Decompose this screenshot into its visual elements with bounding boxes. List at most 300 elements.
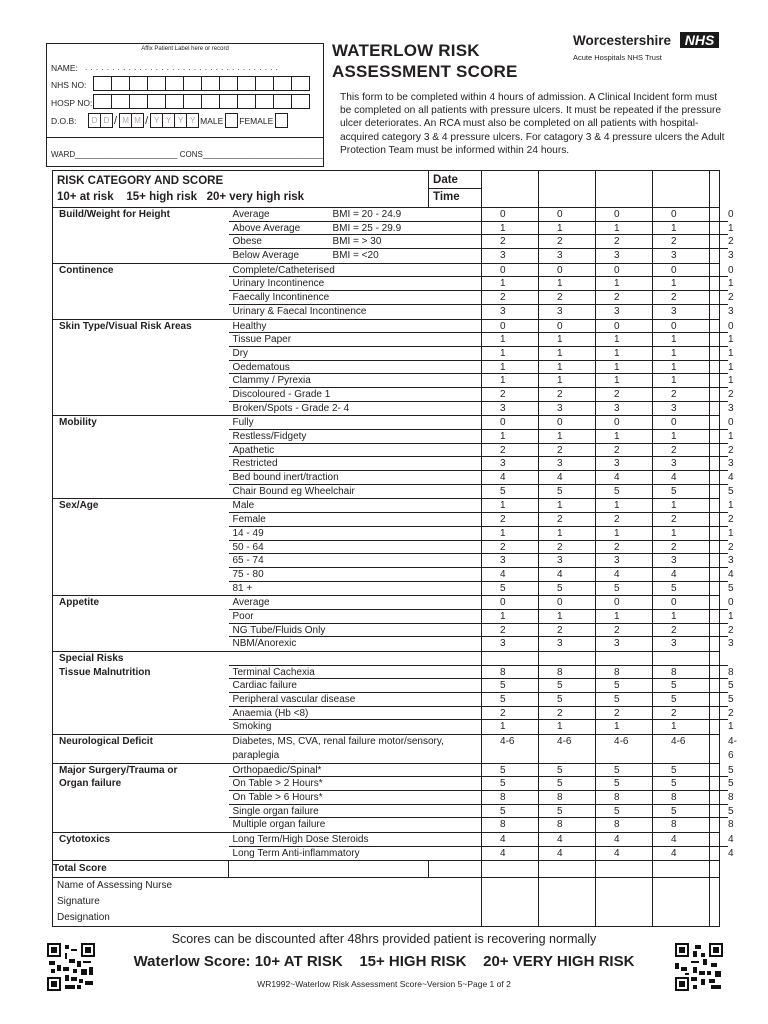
score-value[interactable]: 1 <box>596 499 652 513</box>
score-value[interactable]: 4 <box>671 847 677 859</box>
score-value[interactable]: 5 <box>710 679 728 693</box>
score-value[interactable]: 1 <box>539 222 595 236</box>
score-column-4[interactable] <box>653 416 710 499</box>
score-value[interactable]: 1 <box>596 610 652 624</box>
date-column-1[interactable] <box>482 171 539 208</box>
score-value[interactable]: 1 <box>596 222 652 236</box>
score-value[interactable]: 4 <box>710 471 728 485</box>
score-value[interactable]: 3 <box>614 638 620 650</box>
score-value[interactable]: 5 <box>710 805 728 819</box>
score-value[interactable]: 1 <box>653 222 709 236</box>
score-value[interactable]: 2 <box>482 444 538 458</box>
score-value[interactable]: 0 <box>710 596 728 610</box>
score-value[interactable]: 1 <box>710 374 728 388</box>
score-value[interactable]: 5 <box>500 485 506 497</box>
score-value[interactable]: 2 <box>482 235 538 249</box>
score-value[interactable]: 4-6 <box>614 736 629 748</box>
score-value[interactable]: 2 <box>482 541 538 555</box>
name-field[interactable]: . . . . . . . . . . . . . . . . . . . . . . . . . . . . . . . . . . . . <box>85 63 279 72</box>
score-value[interactable]: 0 <box>710 320 728 334</box>
score-value[interactable]: 5 <box>614 582 620 594</box>
score-value[interactable]: 1 <box>596 527 652 541</box>
score-value[interactable]: 2 <box>653 235 709 249</box>
score-value[interactable]: 0 <box>653 208 709 222</box>
score-value[interactable]: 1 <box>482 527 538 541</box>
score-value[interactable]: 3 <box>671 305 677 317</box>
score-value[interactable]: 1 <box>482 277 538 291</box>
score-value[interactable]: 1 <box>482 374 538 388</box>
score-column-1[interactable] <box>482 652 539 735</box>
score-column-3[interactable] <box>596 652 653 735</box>
score-value[interactable]: 3 <box>596 457 652 471</box>
score-value[interactable]: 1 <box>500 721 506 733</box>
score-value[interactable]: 5 <box>653 679 709 693</box>
score-value[interactable]: 5 <box>539 805 595 819</box>
score-value[interactable]: 1 <box>596 374 652 388</box>
score-value[interactable]: 1 <box>539 361 595 375</box>
score-value[interactable]: 1 <box>482 610 538 624</box>
score-value[interactable]: 4 <box>653 471 709 485</box>
score-value[interactable]: 2 <box>653 444 709 458</box>
nhs-no-boxes[interactable] <box>93 76 309 91</box>
score-value[interactable]: 4 <box>710 833 728 847</box>
score-value[interactable]: 1 <box>482 222 538 236</box>
score-value[interactable]: 2 <box>653 624 709 638</box>
score-value[interactable]: 5 <box>539 693 595 707</box>
score-column-3[interactable] <box>596 763 653 832</box>
score-value[interactable]: 2 <box>710 707 728 721</box>
score-column-1[interactable] <box>482 416 539 499</box>
dob-field[interactable]: D D / M M / Y Y Y Y MALE FEMALE <box>88 113 287 128</box>
score-column-4[interactable] <box>653 763 710 832</box>
score-value[interactable]: 3 <box>557 638 563 650</box>
score-value[interactable]: 0 <box>653 596 709 610</box>
score-value[interactable]: 1 <box>728 721 734 733</box>
score-value[interactable]: 1 <box>653 430 709 444</box>
score-value[interactable]: 0 <box>539 416 595 430</box>
score-value[interactable]: 2 <box>653 388 709 402</box>
score-value[interactable]: 5 <box>596 764 652 778</box>
score-value[interactable]: 8 <box>653 791 709 805</box>
score-value[interactable]: 1 <box>710 222 728 236</box>
score-column-2[interactable] <box>539 319 596 416</box>
score-value[interactable] <box>482 652 538 666</box>
score-value[interactable]: 5 <box>653 777 709 791</box>
score-value[interactable]: 8 <box>710 666 728 680</box>
score-value[interactable]: 2 <box>710 444 728 458</box>
score-value[interactable]: 4 <box>539 568 595 582</box>
score-value[interactable]: 1 <box>539 527 595 541</box>
score-value[interactable]: 8 <box>482 666 538 680</box>
score-column-5[interactable] <box>710 319 734 416</box>
score-value[interactable]: 1 <box>539 347 595 361</box>
score-value[interactable]: 8 <box>557 819 563 831</box>
score-value[interactable]: 5 <box>596 693 652 707</box>
score-column-4[interactable] <box>653 596 710 652</box>
score-column-2[interactable] <box>539 596 596 652</box>
score-value[interactable]: 0 <box>596 264 652 278</box>
score-value[interactable]: 3 <box>500 250 506 262</box>
score-value[interactable]: 0 <box>710 264 728 278</box>
score-value[interactable]: 3 <box>596 554 652 568</box>
score-value[interactable]: 2 <box>539 444 595 458</box>
assessor-cell[interactable] <box>710 878 720 927</box>
score-value[interactable]: 2 <box>596 624 652 638</box>
score-value[interactable]: 1 <box>710 277 728 291</box>
date-column-5[interactable] <box>710 171 720 208</box>
score-column-1[interactable] <box>482 263 539 319</box>
score-value[interactable]: 3 <box>728 305 734 317</box>
score-value[interactable]: 5 <box>539 679 595 693</box>
score-value[interactable]: 5 <box>482 805 538 819</box>
score-column-2[interactable] <box>539 263 596 319</box>
score-value[interactable]: 1 <box>539 333 595 347</box>
score-column-3[interactable] <box>596 735 653 763</box>
score-column-4[interactable] <box>653 735 710 763</box>
score-value[interactable]: 2 <box>596 541 652 555</box>
score-value[interactable]: 5 <box>728 582 734 594</box>
score-column-1[interactable] <box>482 319 539 416</box>
score-column-1[interactable] <box>482 499 539 596</box>
score-value[interactable]: 3 <box>671 250 677 262</box>
assessor-cell[interactable] <box>482 878 539 927</box>
date-column-4[interactable] <box>653 171 710 208</box>
score-value[interactable]: 2 <box>710 624 728 638</box>
total-score-cell[interactable] <box>653 861 710 878</box>
score-value[interactable]: 8 <box>596 666 652 680</box>
score-value[interactable]: 1 <box>482 499 538 513</box>
score-value[interactable]: 3 <box>614 402 620 414</box>
score-value[interactable]: 1 <box>653 499 709 513</box>
score-value[interactable]: 5 <box>557 582 563 594</box>
score-value[interactable]: 2 <box>653 513 709 527</box>
score-value[interactable]: 3 <box>614 250 620 262</box>
score-value[interactable]: 8 <box>539 791 595 805</box>
score-value[interactable]: 3 <box>500 638 506 650</box>
score-value[interactable]: 2 <box>539 291 595 305</box>
score-value[interactable]: 2 <box>653 707 709 721</box>
assessor-cell[interactable] <box>653 878 710 927</box>
score-value[interactable]: 3 <box>671 402 677 414</box>
score-value[interactable]: 2 <box>653 541 709 555</box>
score-value[interactable]: 1 <box>653 277 709 291</box>
score-value[interactable]: 4 <box>539 471 595 485</box>
score-column-3[interactable] <box>596 499 653 596</box>
score-column-4[interactable] <box>653 652 710 735</box>
score-column-2[interactable] <box>539 735 596 763</box>
score-value[interactable]: 5 <box>596 777 652 791</box>
score-value[interactable]: 0 <box>482 208 538 222</box>
score-column-5[interactable] <box>710 263 734 319</box>
score-value[interactable]: 1 <box>710 347 728 361</box>
score-value[interactable]: 2 <box>482 388 538 402</box>
score-column-5[interactable] <box>710 652 734 735</box>
score-value[interactable]: 4 <box>614 847 620 859</box>
score-value[interactable]: 5 <box>482 693 538 707</box>
score-value[interactable]: 0 <box>539 264 595 278</box>
score-value[interactable]: 4 <box>596 833 652 847</box>
score-value[interactable]: 4-6 <box>557 736 572 748</box>
total-score-cell[interactable] <box>710 861 720 878</box>
score-column-1[interactable] <box>482 832 539 860</box>
score-value[interactable]: 2 <box>653 291 709 305</box>
score-value[interactable]: 5 <box>653 693 709 707</box>
score-value[interactable]: 2 <box>596 291 652 305</box>
score-column-1[interactable] <box>482 596 539 652</box>
score-value[interactable] <box>596 652 652 666</box>
score-value[interactable]: 4 <box>482 568 538 582</box>
score-column-3[interactable] <box>596 208 653 264</box>
score-value[interactable]: 4 <box>482 833 538 847</box>
score-value[interactable]: 1 <box>653 347 709 361</box>
score-column-5[interactable] <box>710 763 734 832</box>
score-value[interactable]: 8 <box>728 819 734 831</box>
score-column-5[interactable] <box>710 735 737 763</box>
score-value[interactable]: 3 <box>653 457 709 471</box>
score-value[interactable]: 1 <box>539 499 595 513</box>
score-value[interactable]: 2 <box>710 388 728 402</box>
score-value[interactable]: 0 <box>482 264 538 278</box>
score-value[interactable]: 3 <box>653 554 709 568</box>
score-value[interactable]: 5 <box>710 764 728 778</box>
score-value[interactable]: 4 <box>653 833 709 847</box>
score-value[interactable]: 3 <box>557 402 563 414</box>
score-value[interactable]: 0 <box>710 416 728 430</box>
score-value[interactable]: 5 <box>539 764 595 778</box>
score-value[interactable]: 4 <box>500 847 506 859</box>
score-value[interactable]: 2 <box>539 541 595 555</box>
score-value[interactable]: 1 <box>710 527 728 541</box>
score-value[interactable]: 2 <box>482 707 538 721</box>
score-value[interactable]: 1 <box>539 430 595 444</box>
score-value[interactable]: 0 <box>710 208 728 222</box>
assessor-cell[interactable] <box>596 878 653 927</box>
score-value[interactable]: 4 <box>482 471 538 485</box>
score-value[interactable]: 1 <box>596 277 652 291</box>
score-column-2[interactable] <box>539 416 596 499</box>
score-value[interactable]: 1 <box>482 333 538 347</box>
score-value[interactable]: 3 <box>671 638 677 650</box>
score-column-2[interactable] <box>539 832 596 860</box>
score-column-2[interactable] <box>539 763 596 832</box>
score-value[interactable]: 5 <box>482 679 538 693</box>
score-value[interactable]: 1 <box>653 333 709 347</box>
score-value[interactable]: 2 <box>539 235 595 249</box>
score-value[interactable]: 2 <box>539 388 595 402</box>
score-value[interactable]: 5 <box>539 777 595 791</box>
score-value[interactable]: 3 <box>482 457 538 471</box>
score-value[interactable]: 1 <box>596 361 652 375</box>
score-value[interactable]: 2 <box>596 235 652 249</box>
score-value[interactable]: 1 <box>710 499 728 513</box>
score-column-5[interactable] <box>710 499 734 596</box>
score-column-4[interactable] <box>653 832 710 860</box>
score-value[interactable]: 5 <box>596 679 652 693</box>
score-value[interactable]: 1 <box>482 361 538 375</box>
score-value[interactable]: 1 <box>539 277 595 291</box>
score-value[interactable]: 3 <box>557 250 563 262</box>
score-value[interactable]: 0 <box>653 264 709 278</box>
total-score-cell[interactable] <box>482 861 539 878</box>
score-value[interactable]: 0 <box>539 320 595 334</box>
score-value[interactable]: 5 <box>557 485 563 497</box>
score-value[interactable]: 3 <box>500 305 506 317</box>
score-value[interactable]: 1 <box>653 374 709 388</box>
score-value[interactable]: 8 <box>671 819 677 831</box>
score-value[interactable]: 3 <box>728 638 734 650</box>
score-column-5[interactable] <box>710 832 734 860</box>
score-value[interactable]: 2 <box>482 624 538 638</box>
score-value[interactable]: 0 <box>653 320 709 334</box>
score-value[interactable] <box>539 652 595 666</box>
score-value[interactable]: 1 <box>671 721 677 733</box>
score-value[interactable]: 1 <box>710 333 728 347</box>
score-value[interactable]: 1 <box>653 610 709 624</box>
score-value[interactable]: 2 <box>482 291 538 305</box>
score-column-1[interactable] <box>482 735 539 763</box>
score-value[interactable] <box>710 652 728 666</box>
score-value[interactable]: 3 <box>539 457 595 471</box>
score-value[interactable]: 4-6 <box>671 736 686 748</box>
male-checkbox[interactable] <box>225 113 238 128</box>
score-value[interactable]: 1 <box>710 361 728 375</box>
score-value[interactable]: 4-6 <box>500 736 515 748</box>
score-value[interactable]: 5 <box>728 485 734 497</box>
score-value[interactable]: 5 <box>653 805 709 819</box>
score-value[interactable]: 5 <box>500 582 506 594</box>
score-column-3[interactable] <box>596 596 653 652</box>
score-value[interactable]: 5 <box>671 485 677 497</box>
date-column-3[interactable] <box>596 171 653 208</box>
score-value[interactable]: 5 <box>671 582 677 594</box>
score-value[interactable]: 4 <box>596 471 652 485</box>
score-value[interactable]: 4 <box>557 847 563 859</box>
score-value[interactable]: 1 <box>614 721 620 733</box>
score-value[interactable]: 1 <box>653 361 709 375</box>
score-value[interactable]: 2 <box>710 541 728 555</box>
score-column-4[interactable] <box>653 263 710 319</box>
score-value[interactable]: 8 <box>482 791 538 805</box>
total-score-cell[interactable] <box>596 861 653 878</box>
female-checkbox[interactable] <box>275 113 288 128</box>
score-value[interactable]: 2 <box>596 388 652 402</box>
score-column-2[interactable] <box>539 208 596 264</box>
date-column-2[interactable] <box>539 171 596 208</box>
score-column-5[interactable] <box>710 208 734 264</box>
score-value[interactable]: 1 <box>596 333 652 347</box>
score-column-3[interactable] <box>596 319 653 416</box>
score-column-4[interactable] <box>653 499 710 596</box>
score-value[interactable]: 3 <box>539 554 595 568</box>
score-value[interactable]: 5 <box>710 693 728 707</box>
score-value[interactable]: 8 <box>653 666 709 680</box>
score-value[interactable]: 0 <box>596 320 652 334</box>
score-column-2[interactable] <box>539 499 596 596</box>
score-value[interactable]: 5 <box>596 805 652 819</box>
score-value[interactable]: 4 <box>653 568 709 582</box>
score-value[interactable]: 0 <box>482 596 538 610</box>
score-column-2[interactable] <box>539 652 596 735</box>
score-column-3[interactable] <box>596 832 653 860</box>
score-value[interactable]: 5 <box>482 777 538 791</box>
score-value[interactable]: 1 <box>596 347 652 361</box>
score-value[interactable]: 0 <box>596 416 652 430</box>
score-value[interactable]: 2 <box>710 235 728 249</box>
score-column-3[interactable] <box>596 263 653 319</box>
score-value[interactable]: 1 <box>710 430 728 444</box>
score-value[interactable]: 0 <box>482 416 538 430</box>
total-score-cell[interactable] <box>539 861 596 878</box>
score-value[interactable]: 1 <box>482 347 538 361</box>
score-value[interactable]: 2 <box>596 513 652 527</box>
score-column-1[interactable] <box>482 208 539 264</box>
score-column-3[interactable] <box>596 416 653 499</box>
score-value[interactable]: 2 <box>596 707 652 721</box>
score-value[interactable]: 5 <box>482 764 538 778</box>
score-value[interactable]: 8 <box>614 819 620 831</box>
score-value[interactable]: 2 <box>539 513 595 527</box>
score-column-1[interactable] <box>482 763 539 832</box>
score-value[interactable]: 8 <box>500 819 506 831</box>
score-value[interactable]: 3 <box>614 305 620 317</box>
score-value[interactable]: 1 <box>596 430 652 444</box>
score-value[interactable]: 1 <box>539 374 595 388</box>
score-value[interactable]: 0 <box>596 208 652 222</box>
score-value[interactable]: 0 <box>653 416 709 430</box>
score-value[interactable]: 2 <box>710 513 728 527</box>
score-value[interactable]: 4 <box>539 833 595 847</box>
score-value[interactable]: 3 <box>728 250 734 262</box>
score-value[interactable]: 3 <box>728 402 734 414</box>
score-value[interactable]: 4 <box>728 847 734 859</box>
score-value[interactable]: 3 <box>500 402 506 414</box>
score-value[interactable]: 1 <box>557 721 563 733</box>
score-value[interactable]: 2 <box>539 707 595 721</box>
score-value[interactable]: 0 <box>596 596 652 610</box>
assessor-cell[interactable] <box>539 878 596 927</box>
score-column-5[interactable] <box>710 416 734 499</box>
score-value[interactable]: 3 <box>710 457 728 471</box>
score-value[interactable]: 5 <box>710 777 728 791</box>
score-value[interactable]: 8 <box>710 791 728 805</box>
score-value[interactable]: 0 <box>482 320 538 334</box>
score-value[interactable]: 3 <box>710 554 728 568</box>
score-value[interactable]: 8 <box>596 791 652 805</box>
score-column-5[interactable] <box>710 596 734 652</box>
score-value[interactable]: 8 <box>539 666 595 680</box>
score-value[interactable]: 5 <box>614 485 620 497</box>
score-value[interactable]: 2 <box>539 624 595 638</box>
ward-cons-field[interactable]: WARD_______________________ CONS___________________________ <box>51 150 323 159</box>
score-value[interactable]: 0 <box>539 208 595 222</box>
score-value[interactable]: 2 <box>710 291 728 305</box>
score-value[interactable]: 1 <box>710 610 728 624</box>
score-value[interactable]: 0 <box>539 596 595 610</box>
score-column-4[interactable] <box>653 208 710 264</box>
score-value[interactable] <box>653 652 709 666</box>
score-value[interactable]: 1 <box>539 610 595 624</box>
score-value[interactable]: 1 <box>482 430 538 444</box>
hosp-no-boxes[interactable] <box>93 94 309 109</box>
score-value[interactable]: 4-6 <box>728 736 737 761</box>
score-value[interactable]: 1 <box>653 527 709 541</box>
score-value[interactable]: 4 <box>710 568 728 582</box>
score-value[interactable]: 4 <box>596 568 652 582</box>
score-value[interactable]: 5 <box>653 764 709 778</box>
score-value[interactable]: 2 <box>596 444 652 458</box>
score-value[interactable]: 3 <box>557 305 563 317</box>
score-column-4[interactable] <box>653 319 710 416</box>
